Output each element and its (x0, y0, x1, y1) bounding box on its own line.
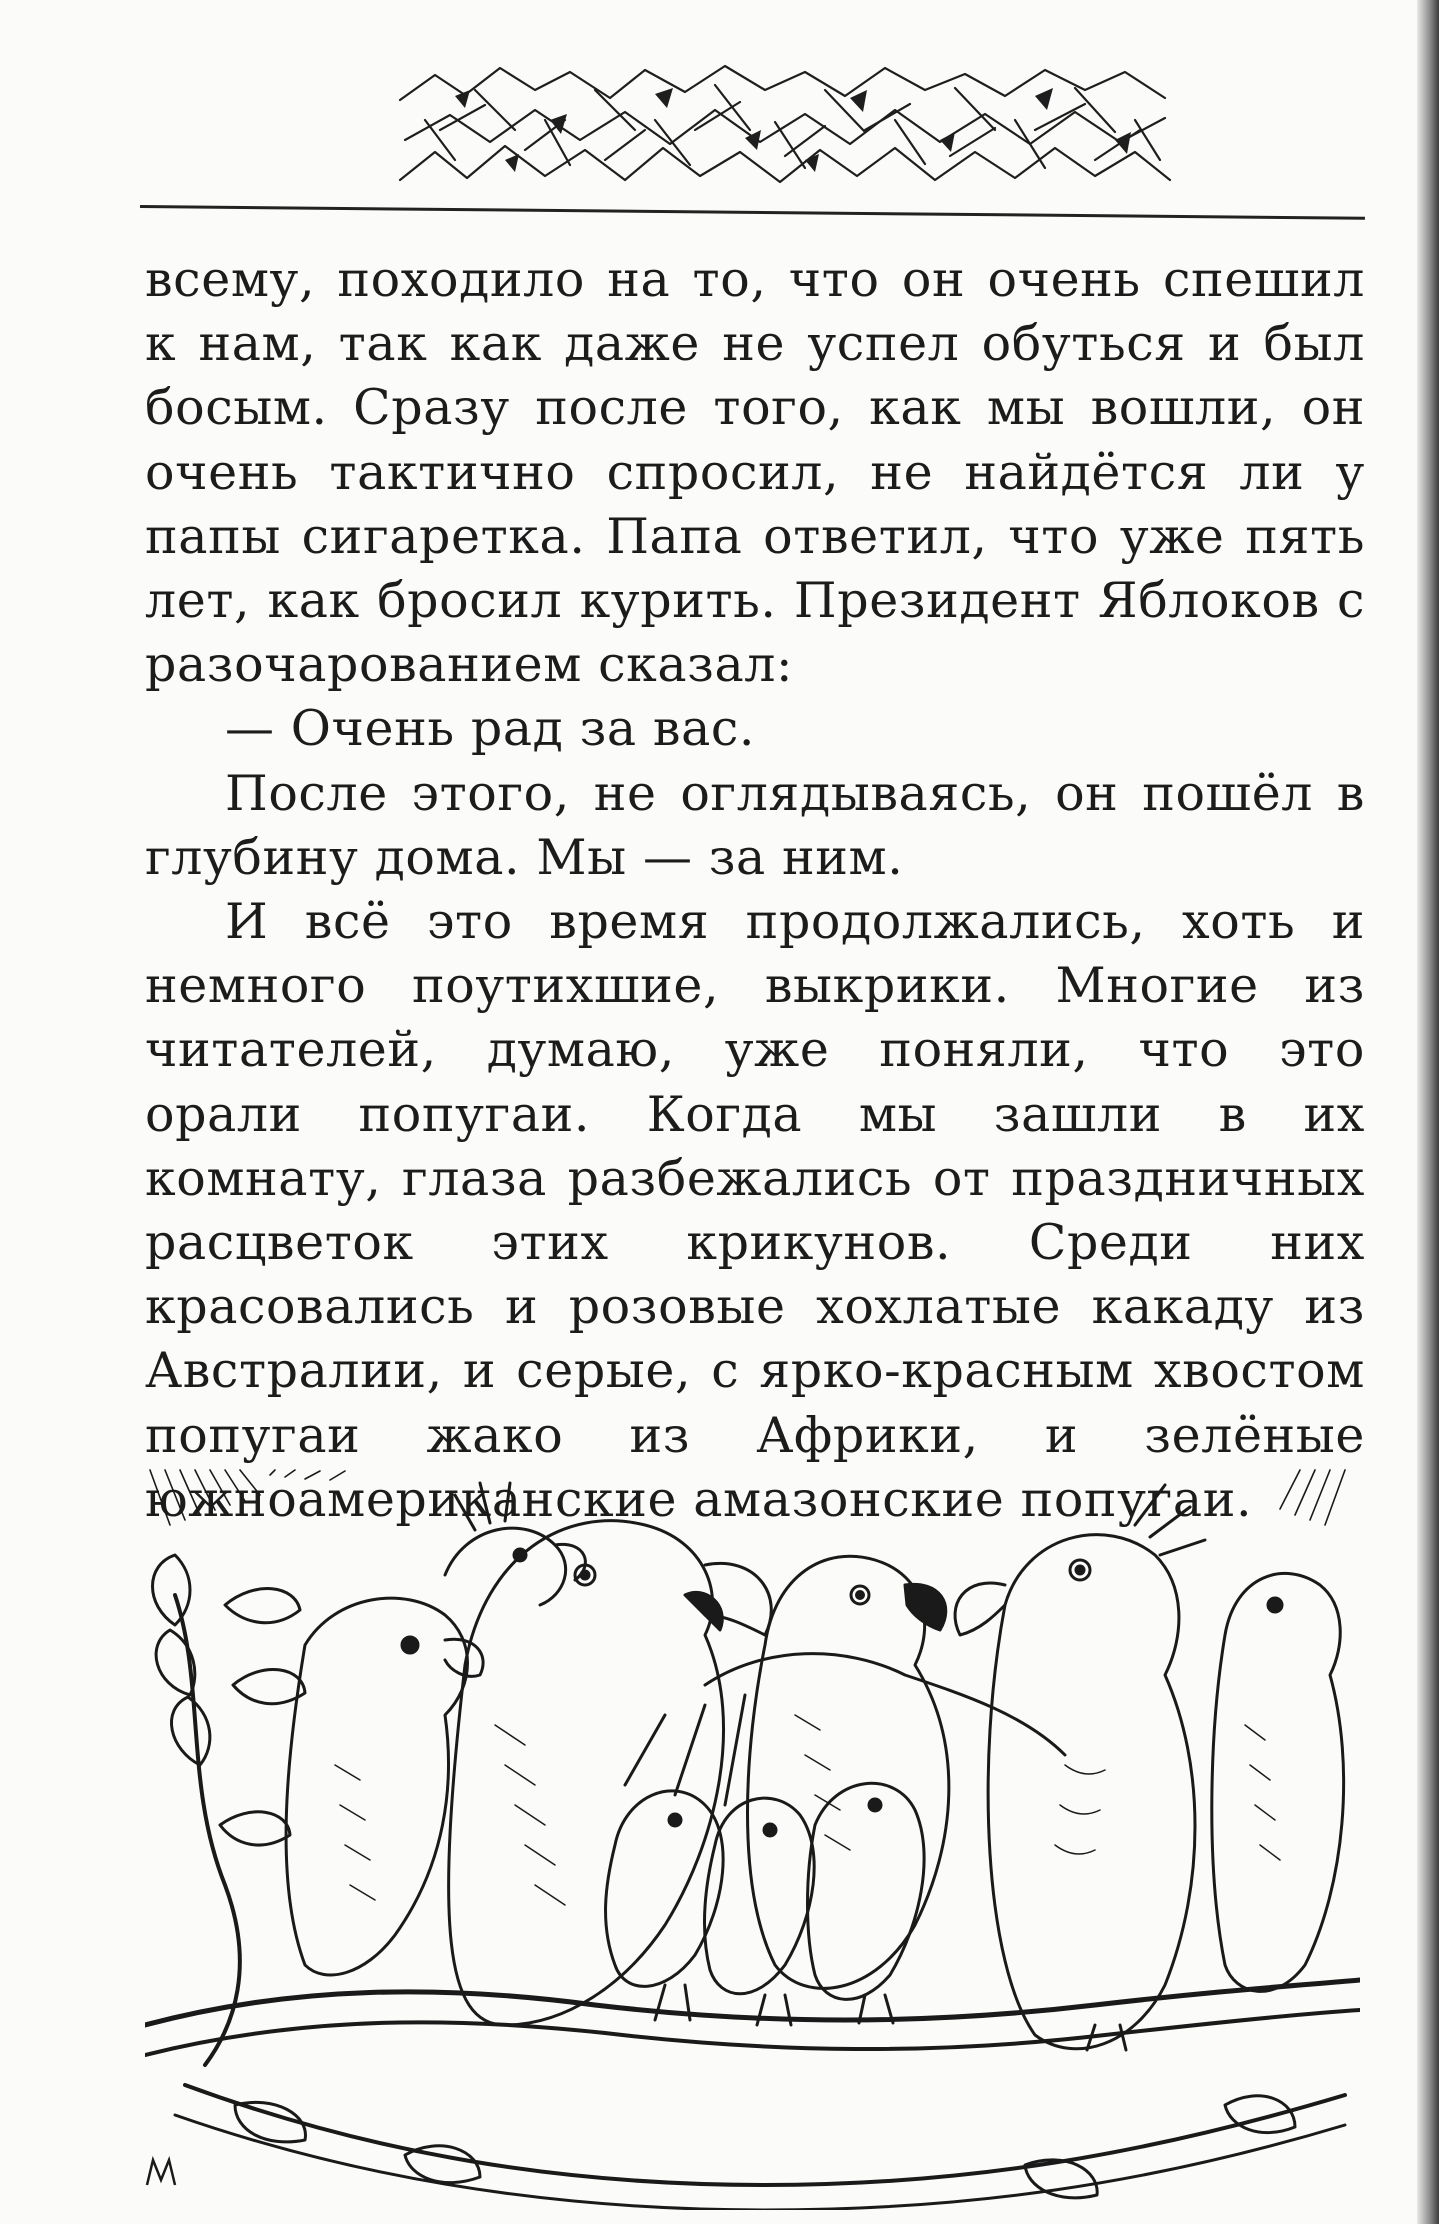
paragraph-3: После этого, не оглядываясь, он пошёл в глубину дома. Мы — за ним. (145, 764, 1365, 886)
parrots-illustration (145, 1465, 1360, 2210)
artist-monogram (147, 2160, 175, 2185)
page-edge-shadow (1417, 0, 1439, 2224)
body-text (145, 248, 1365, 1532)
paragraph-1: всему, походило на то, что он очень спешил к нам, так как даже не успел обуться и был босым. Сразу после того, как мы вошли, он очень тактично спросил, не найдётся ли у папы сигаретка. Папа ответил, что уже пять лет, как бросил курить. Президент Яблоков с разочарованием сказал: (145, 251, 1365, 694)
header-rule (140, 205, 1365, 220)
header-ornament (395, 60, 1175, 190)
paragraph-2-dialogue: — Очень рад за вас. (225, 700, 756, 758)
paragraph-4: И всё это время продолжались, хоть и немного поутихшие, выкрики. Многие из читателей, думаю, уже поняли, что это орали попугаи. Когда мы зашли в их комнату, глаза разбежались от праздничных расцветок этих крикунов. Среди них красовались и розовые хохлатые какаду из Австралии, и серые, с ярко-красным хвостом попугаи жако из Африки, и зелёные южноамериканские амазонские попугаи. (145, 893, 1365, 1528)
